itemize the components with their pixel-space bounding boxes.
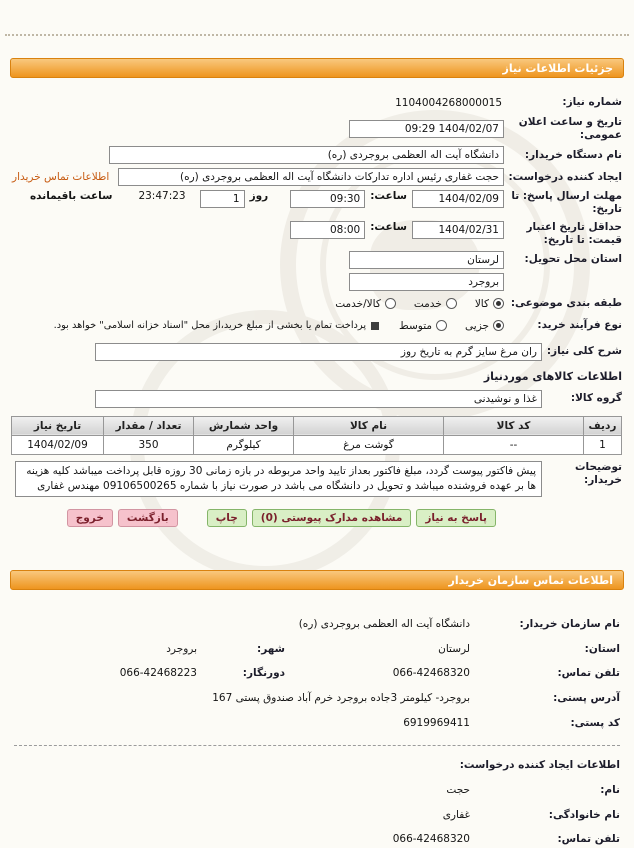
treasury-payment-note: پرداخت تمام یا بخشی از مبلغ خرید،از محل "اسناد خزانه اسلامی" خواهد بود. xyxy=(53,320,367,332)
creator-phone-label: تلفن تماس: xyxy=(557,833,620,846)
subject-option-goods-service-label: کالا/خدمت xyxy=(335,297,381,310)
subject-option-service-label: خدمت xyxy=(413,297,442,310)
remaining-hours-label: ساعت باقیمانده xyxy=(29,190,113,203)
dashed-divider xyxy=(14,745,620,746)
goods-group-label: گروه کالا: xyxy=(570,392,622,405)
reply-deadline-label: مهلت ارسال پاسخ: تا تاریخ: xyxy=(511,190,622,216)
delivery-city-field[interactable]: بروجرد xyxy=(349,273,504,291)
cell-need-date: 1404/02/09 xyxy=(12,435,104,454)
province-label: استان: xyxy=(584,642,620,655)
org-row xyxy=(14,618,620,632)
purchase-option-medium[interactable] xyxy=(399,320,447,332)
cell-row-number: 1 xyxy=(584,435,622,454)
postal-code-row xyxy=(14,717,620,731)
buyer-org-row xyxy=(12,146,622,164)
purchase-option-minor[interactable] xyxy=(465,320,504,332)
delivery-province-row xyxy=(12,251,622,269)
announce-datetime-field[interactable]: 1404/02/07 09:29 xyxy=(349,120,504,138)
creator-phone-value: 066-42468320 xyxy=(392,833,470,846)
price-validity-label: حداقل تاریخ اعتبار قیمت: تا تاریخ: xyxy=(526,220,622,246)
delivery-city-row xyxy=(12,273,622,291)
radio-selected-icon xyxy=(493,298,504,309)
address-label: آدرس پستی: xyxy=(553,691,620,704)
creator-phone-row xyxy=(14,833,620,847)
price-validity-hour-field[interactable]: 08:00 xyxy=(290,221,365,239)
address-row xyxy=(14,692,620,706)
subject-option-goods[interactable] xyxy=(475,298,504,310)
first-name-label: نام: xyxy=(600,784,620,797)
reply-deadline-date-field[interactable]: 1404/02/09 xyxy=(412,190,504,208)
exit-button[interactable]: خروج xyxy=(67,509,113,527)
postal-code-label: کد پستی: xyxy=(570,716,620,729)
details-section-header xyxy=(10,58,624,78)
contact-section-header xyxy=(10,570,624,590)
remaining-time-value: 23:47:23 xyxy=(138,190,186,203)
subject-option-goods-label: کالا xyxy=(474,297,489,310)
buyer-contact-link[interactable]: اطلاعات تماس خریدار xyxy=(12,171,110,184)
need-desc-label: شرح کلی نیاز: xyxy=(546,345,622,358)
price-validity-row xyxy=(12,221,622,247)
table-row xyxy=(12,435,622,454)
subject-option-goods-service[interactable] xyxy=(335,298,396,310)
col-unit: واحد شمارش xyxy=(194,416,294,435)
purchase-type-row xyxy=(12,317,622,335)
reply-hour-label: ساعت: xyxy=(370,190,407,203)
org-label: نام سازمان خریدار: xyxy=(519,618,620,630)
need-desc-field[interactable]: ران مرغ سایز گرم به تاریخ روز xyxy=(95,343,542,361)
buyer-notes-field[interactable]: پیش فاکتور پیوست گردد، مبلغ فاکتور بعداز تایید واحد مربوطه در بازه زمانی 30 روزه قابل پرداخت میباشد کلیه هزینه ها بر عهده فروشنده میباشد و تحویل در دانشگاه می باشد در صورت نیاز با شماره 09106500265 مهندس غفاری xyxy=(15,461,542,497)
subject-option-service[interactable] xyxy=(414,298,457,310)
fax-label: دورنگار: xyxy=(242,667,285,680)
radio-selected-icon xyxy=(493,320,504,331)
need-number-row xyxy=(12,94,622,112)
reply-to-need-button[interactable]: پاسخ به نیاز xyxy=(416,509,496,527)
remaining-days-field[interactable]: 1 xyxy=(200,190,245,208)
phone-value: 066-42468320 xyxy=(392,667,470,680)
purchase-option-medium-label: متوسط xyxy=(399,319,433,332)
need-desc-row xyxy=(12,343,622,361)
need-details-form xyxy=(12,94,622,527)
buyer-contact-section xyxy=(14,596,620,848)
contact-section-title: اطلاعات تماس سازمان خریدار xyxy=(448,573,613,587)
reply-deadline-hour-field[interactable]: 09:30 xyxy=(290,190,365,208)
col-item-code: کد کالا xyxy=(444,416,584,435)
first-name-row xyxy=(14,784,620,798)
creator-section-title: اطلاعات ایجاد کننده درخواست: xyxy=(459,759,620,772)
cell-item-code: -- xyxy=(444,435,584,454)
remaining-day-label: روز xyxy=(249,190,269,203)
view-attachments-button[interactable]: مشاهده مدارک پیوستی (0) xyxy=(252,509,412,527)
city-value: بروجرد xyxy=(166,642,197,655)
action-buttons xyxy=(12,509,622,527)
postal-code-value: 6919969411 xyxy=(403,716,470,729)
org-value: دانشگاه آیت اله العظمی بروجردی (ره) xyxy=(298,618,470,630)
radio-icon xyxy=(446,298,457,309)
province-value: لرستان xyxy=(438,642,470,655)
items-section-title: اطلاعات کالاهای موردنیاز xyxy=(483,369,622,383)
details-section-title: جزئیات اطلاعات نیاز xyxy=(502,61,613,75)
first-name-value: حجت xyxy=(446,784,470,797)
back-button[interactable]: بازگشت xyxy=(118,509,178,527)
need-number-value: 1104004268000015 xyxy=(395,97,502,109)
request-creator-field[interactable]: حجت غفاری رئیس اداره تدارکات دانشگاه آیت اله العظمی بروجردی (ره) xyxy=(118,168,504,186)
col-row-number: ردیف xyxy=(584,416,622,435)
delivery-province-field[interactable]: لرستان xyxy=(349,251,504,269)
purchase-option-minor-label: جزیی xyxy=(465,319,489,332)
province-city-row xyxy=(14,643,620,657)
top-dotted-divider xyxy=(5,34,629,36)
last-name-row xyxy=(14,809,620,823)
cell-quantity: 350 xyxy=(104,435,194,454)
col-need-date: تاریخ نیاز xyxy=(12,416,104,435)
treasury-payment-checkbox[interactable] xyxy=(371,322,379,330)
buyer-notes-row xyxy=(12,461,622,497)
announce-datetime-row xyxy=(12,116,622,142)
city-label: شهر: xyxy=(257,642,285,655)
last-name-label: نام خانوادگی: xyxy=(548,808,620,821)
delivery-province-label: استان محل تحویل: xyxy=(524,253,622,266)
col-item-name: نام کالا xyxy=(294,416,444,435)
goods-group-row xyxy=(12,390,622,408)
address-value: بروجرد- کیلومتر 3جاده بروجرد خرم آباد صندوق پستی 167 xyxy=(212,691,470,704)
request-creator-label: ایجاد کننده درخواست: xyxy=(508,170,622,183)
announce-datetime-label: تاریخ و ساعت اعلان عمومی: xyxy=(518,116,622,142)
phone-label: تلفن تماس: xyxy=(557,667,620,680)
fax-value: 066-42468223 xyxy=(119,667,197,680)
price-hour-label: ساعت: xyxy=(370,220,407,233)
buyer-notes-label: توضیحات خریدار: xyxy=(574,460,622,486)
buyer-org-label: نام دستگاه خریدار: xyxy=(524,148,622,161)
last-name-value: غفاری xyxy=(442,808,470,821)
phone-fax-row xyxy=(14,667,620,681)
request-creator-row xyxy=(12,168,622,186)
buyer-org-field[interactable]: دانشگاه آیت اله العظمی بروجردی (ره) xyxy=(109,146,504,164)
col-quantity: تعداد / مقدار xyxy=(104,416,194,435)
subject-class-row xyxy=(12,295,622,313)
radio-icon xyxy=(436,320,447,331)
print-button[interactable]: چاپ xyxy=(207,509,247,527)
need-number-label: شماره نیاز: xyxy=(562,96,622,109)
subject-class-label: طبقه بندی موضوعی: xyxy=(510,297,622,310)
goods-group-field[interactable]: غذا و نوشیدنی xyxy=(95,390,542,408)
purchase-type-label: نوع فرآیند خرید: xyxy=(537,319,622,332)
price-validity-date-field[interactable]: 1404/02/31 xyxy=(412,221,504,239)
radio-icon xyxy=(385,298,396,309)
cell-item-name: گوشت مرغ xyxy=(294,435,444,454)
items-table xyxy=(11,416,622,455)
cell-unit: کیلوگرم xyxy=(194,435,294,454)
items-table-header xyxy=(12,416,622,435)
reply-deadline-row xyxy=(12,190,622,216)
